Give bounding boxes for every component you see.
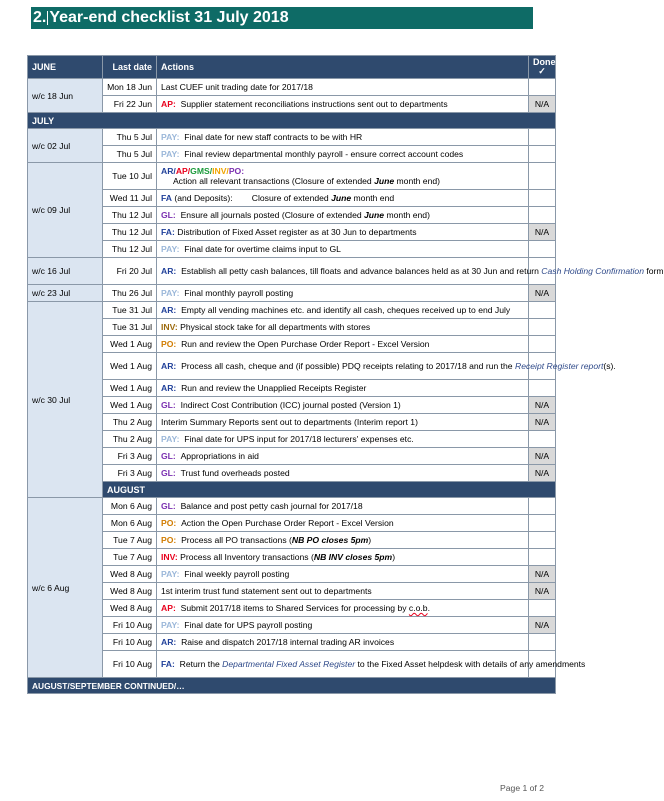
month-header: JUNE bbox=[28, 56, 103, 79]
week-label: w/c 09 Jul bbox=[28, 163, 103, 258]
check-icon: ✓ bbox=[538, 66, 546, 76]
table-row bbox=[28, 302, 556, 319]
row-date: Fri 3 Aug bbox=[103, 465, 157, 482]
done-cell: N/A bbox=[529, 448, 556, 465]
row-action: GL: Ensure all journals posted (Closure of extended June month end) bbox=[157, 207, 529, 224]
table-row bbox=[28, 465, 556, 482]
row-action: AR: Run and review the Unapplied Receipts Register bbox=[157, 380, 529, 397]
section-row-august: AUGUST bbox=[28, 482, 556, 498]
week-label: w/c 6 Aug bbox=[28, 498, 103, 678]
row-action: GL: Trust fund overheads posted bbox=[157, 465, 529, 482]
row-action: FA: Return the Departmental Fixed Asset Register to the Fixed Asset helpdesk with details of any amendments bbox=[157, 651, 529, 678]
row-date: Tue 7 Aug bbox=[103, 549, 157, 566]
receipt-register-link[interactable]: Receipt Register report bbox=[514, 361, 604, 371]
row-date: Thu 5 Jul bbox=[103, 129, 157, 146]
row-date: Thu 12 Jul bbox=[103, 224, 157, 241]
row-date: Wed 8 Aug bbox=[103, 583, 157, 600]
row-date: Thu 12 Jul bbox=[103, 207, 157, 224]
row-date: Wed 11 Jul bbox=[103, 190, 157, 207]
row-action: PAY: Final review departmental monthly payroll - ensure correct account codes bbox=[157, 146, 529, 163]
row-date: Fri 10 Aug bbox=[103, 634, 157, 651]
table-row bbox=[28, 600, 556, 617]
done-cell: N/A bbox=[529, 285, 556, 302]
row-action: GL: Balance and post petty cash journal for 2017/18 bbox=[157, 498, 529, 515]
table-row bbox=[28, 397, 556, 414]
actions-header: Actions bbox=[157, 56, 529, 79]
row-date: Mon 18 Jun bbox=[103, 79, 157, 96]
row-action: FA: Distribution of Fixed Asset register as at 30 Jun to departments bbox=[157, 224, 529, 241]
table-row bbox=[28, 448, 556, 465]
table-row bbox=[28, 319, 556, 336]
table-row bbox=[28, 431, 556, 448]
row-date: Tue 7 Aug bbox=[103, 532, 157, 549]
row-date: Thu 2 Aug bbox=[103, 431, 157, 448]
row-action: Interim Summary Reports sent out to departments (Interim report 1) bbox=[157, 414, 529, 431]
row-date: Mon 6 Aug bbox=[103, 515, 157, 532]
table-row bbox=[28, 414, 556, 431]
table-row bbox=[28, 79, 556, 96]
row-date: Fri 3 Aug bbox=[103, 448, 157, 465]
row-action: 1st interim trust fund statement sent out to departments bbox=[157, 583, 529, 600]
row-action: AP: Supplier statement reconciliations instructions sent out to departments bbox=[157, 96, 529, 113]
cash-holding-link[interactable]: Cash Holding Confirmation bbox=[541, 266, 644, 276]
row-action: INV: Process all Inventory transactions (NB INV closes 5pm) bbox=[157, 549, 529, 566]
row-action: PAY: Final date for new staff contracts to be with HR bbox=[157, 129, 529, 146]
table-row bbox=[28, 146, 556, 163]
done-cell[interactable] bbox=[529, 129, 556, 146]
done-cell[interactable] bbox=[529, 634, 556, 651]
row-date: Tue 10 Jul bbox=[103, 163, 157, 190]
row-date: Wed 1 Aug bbox=[103, 336, 157, 353]
table-row bbox=[28, 190, 556, 207]
row-date: Thu 12 Jul bbox=[103, 241, 157, 258]
row-date: Mon 6 Aug bbox=[103, 498, 157, 515]
done-cell[interactable] bbox=[529, 302, 556, 319]
week-label: w/c 30 Jul bbox=[28, 302, 103, 498]
table-row bbox=[28, 207, 556, 224]
row-date: Wed 8 Aug bbox=[103, 600, 157, 617]
row-date: Wed 1 Aug bbox=[103, 353, 157, 380]
done-cell[interactable] bbox=[529, 336, 556, 353]
table-row bbox=[28, 380, 556, 397]
week-label: w/c 16 Jul bbox=[28, 258, 103, 285]
row-action: PAY: Final date for UPS input for 2017/18 lecturers' expenses etc. bbox=[157, 431, 529, 448]
table-row bbox=[28, 96, 556, 113]
table-row bbox=[28, 353, 556, 380]
row-action: PAY: Final monthly payroll posting bbox=[157, 285, 529, 302]
section-number: 2. bbox=[33, 9, 47, 26]
row-date: Fri 22 Jun bbox=[103, 96, 157, 113]
done-cell[interactable] bbox=[529, 380, 556, 397]
done-cell: N/A bbox=[529, 583, 556, 600]
table-row bbox=[28, 515, 556, 532]
page-number: Page 1 of 2 bbox=[500, 783, 544, 793]
row-date: Wed 8 Aug bbox=[103, 566, 157, 583]
table-row bbox=[28, 336, 556, 353]
row-action: AR: Raise and dispatch 2017/18 internal trading AR invoices bbox=[157, 634, 529, 651]
done-cell[interactable] bbox=[529, 431, 556, 448]
done-cell[interactable] bbox=[529, 532, 556, 549]
row-date: Wed 1 Aug bbox=[103, 397, 157, 414]
done-cell[interactable] bbox=[529, 319, 556, 336]
week-label: w/c 23 Jul bbox=[28, 285, 103, 302]
row-date: Fri 10 Aug bbox=[103, 617, 157, 634]
row-date: Thu 26 Jul bbox=[103, 285, 157, 302]
row-date: Fri 10 Aug bbox=[103, 651, 157, 678]
done-cell: N/A bbox=[529, 566, 556, 583]
table-row bbox=[28, 258, 556, 285]
row-date: Fri 20 Jul bbox=[103, 258, 157, 285]
row-action: INV: Physical stock take for all departments with stores bbox=[157, 319, 529, 336]
table-row bbox=[28, 224, 556, 241]
done-cell[interactable] bbox=[529, 549, 556, 566]
table-row bbox=[28, 532, 556, 549]
table-row bbox=[28, 617, 556, 634]
done-cell[interactable] bbox=[529, 600, 556, 617]
table-header bbox=[28, 56, 556, 79]
fixed-asset-register-link[interactable]: Departmental Fixed Asset Register bbox=[222, 659, 356, 669]
done-cell[interactable] bbox=[529, 515, 556, 532]
row-action: PO: Action the Open Purchase Order Report - Excel Version bbox=[157, 515, 529, 532]
table-row bbox=[28, 241, 556, 258]
table-row bbox=[28, 549, 556, 566]
week-label: w/c 02 Jul bbox=[28, 129, 103, 163]
row-date: Tue 31 Jul bbox=[103, 302, 157, 319]
row-action: AR: Empty all vending machines etc. and identify all cash, cheques received up to end July bbox=[157, 302, 529, 319]
done-cell: N/A bbox=[529, 414, 556, 431]
done-cell: N/A bbox=[529, 224, 556, 241]
row-action: PAY: Final weekly payroll posting bbox=[157, 566, 529, 583]
done-cell: N/A bbox=[529, 96, 556, 113]
done-cell: N/A bbox=[529, 397, 556, 414]
done-header: Done ✓ bbox=[529, 56, 556, 79]
done-cell[interactable] bbox=[529, 79, 556, 96]
row-action: AR: Establish all petty cash balances, till floats and advance balances held as at 30 Jun and return Cash Holding Confirmation form bbox=[157, 258, 529, 285]
done-cell[interactable] bbox=[529, 207, 556, 224]
table-row bbox=[28, 498, 556, 515]
done-cell[interactable] bbox=[529, 163, 556, 190]
row-action: FA (and Deposits): Closure of extended June month end bbox=[157, 190, 529, 207]
section-row-continued: AUGUST/SEPTEMBER CONTINUED/… bbox=[28, 678, 556, 694]
page-title bbox=[31, 7, 533, 29]
title-text: Year-end checklist 31 July 2018 bbox=[49, 9, 289, 26]
done-cell: N/A bbox=[529, 465, 556, 482]
row-action: GL: Appropriations in aid bbox=[157, 448, 529, 465]
row-action: PO: Run and review the Open Purchase Order Report - Excel Version bbox=[157, 336, 529, 353]
table-row bbox=[28, 163, 556, 190]
row-date: Tue 31 Jul bbox=[103, 319, 157, 336]
table-row bbox=[28, 285, 556, 302]
row-action: AR/AP/GMS/INV/PO: Action all relevant transactions (Closure of extended June month end) bbox=[157, 163, 529, 190]
done-cell[interactable] bbox=[529, 241, 556, 258]
row-action: Last CUEF unit trading date for 2017/18 bbox=[157, 79, 529, 96]
table-row bbox=[28, 651, 556, 678]
done-cell[interactable] bbox=[529, 146, 556, 163]
row-action: PAY: Final date for UPS payroll posting bbox=[157, 617, 529, 634]
table-row bbox=[28, 583, 556, 600]
row-action: PAY: Final date for overtime claims input to GL bbox=[157, 241, 529, 258]
row-action: AR: Process all cash, cheque and (if possible) PDQ receipts relating to 2017/18 and run the Receipt Register report(s). bbox=[157, 353, 529, 380]
table-row bbox=[28, 566, 556, 583]
section-row-july: JULY bbox=[28, 113, 556, 129]
row-date: Thu 5 Jul bbox=[103, 146, 157, 163]
done-cell[interactable] bbox=[529, 498, 556, 515]
row-date: Thu 2 Aug bbox=[103, 414, 157, 431]
table-row bbox=[28, 634, 556, 651]
row-action: PO: Process all PO transactions (NB PO closes 5pm) bbox=[157, 532, 529, 549]
checklist-table bbox=[27, 55, 664, 694]
row-date: Wed 1 Aug bbox=[103, 380, 157, 397]
week-label: w/c 18 Jun bbox=[28, 79, 103, 113]
row-action: AP: Submit 2017/18 items to Shared Services for processing by c.o.b. bbox=[157, 600, 529, 617]
last-date-header: Last date bbox=[103, 56, 157, 79]
table-row bbox=[28, 129, 556, 146]
done-cell[interactable] bbox=[529, 190, 556, 207]
done-cell: N/A bbox=[529, 617, 556, 634]
row-action: GL: Indirect Cost Contribution (ICC) journal posted (Version 1) bbox=[157, 397, 529, 414]
